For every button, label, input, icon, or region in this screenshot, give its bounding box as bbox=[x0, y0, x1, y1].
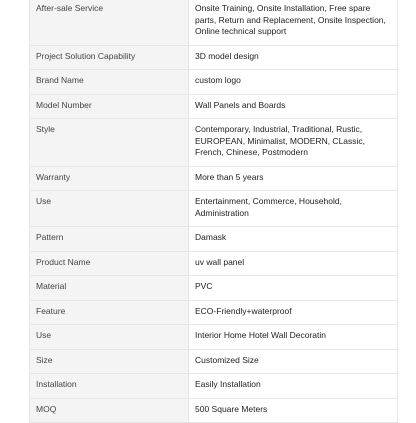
table-row bbox=[30, 191, 398, 227]
attribute-label: Warranty bbox=[30, 166, 189, 191]
table-row bbox=[30, 251, 398, 276]
attribute-label: Size bbox=[30, 349, 189, 374]
attribute-value: PVC bbox=[189, 276, 398, 301]
table-row bbox=[30, 94, 398, 119]
attribute-value: Customized Size bbox=[189, 349, 398, 374]
attribute-label: Product Name bbox=[30, 251, 189, 276]
attribute-label: Feature bbox=[30, 300, 189, 325]
attribute-value: uv wall panel bbox=[189, 251, 398, 276]
table-row bbox=[30, 276, 398, 301]
table-row bbox=[30, 166, 398, 191]
table-row bbox=[30, 374, 398, 399]
attribute-label: Brand Name bbox=[30, 70, 189, 95]
attribute-value: Entertainment, Commerce, Household, Administration bbox=[189, 191, 398, 227]
attribute-value: Onsite Training, Onsite Installation, Free spare parts, Return and Replacement, Onsite Inspection, Online technical support bbox=[189, 0, 398, 45]
attribute-value: More than 5 years bbox=[189, 166, 398, 191]
attribute-label: Project Solution Capability bbox=[30, 45, 189, 70]
attribute-label: Pattern bbox=[30, 227, 189, 252]
table-row bbox=[30, 227, 398, 252]
attribute-label: Installation bbox=[30, 374, 189, 399]
attribute-value: Easily Installation bbox=[189, 374, 398, 399]
table-row bbox=[30, 45, 398, 70]
attribute-value: 3D model design bbox=[189, 45, 398, 70]
product-attributes-table bbox=[29, 0, 398, 423]
attribute-label: Use bbox=[30, 191, 189, 227]
attribute-value: Contemporary, Industrial, Traditional, Rustic, EUROPEAN, Minimalist, MODERN, CLassic, French, Chinese, Postmodern bbox=[189, 119, 398, 167]
table-row bbox=[30, 349, 398, 374]
attribute-label: Material bbox=[30, 276, 189, 301]
attribute-value: Wall Panels and Boards bbox=[189, 94, 398, 119]
attribute-value: Interior Home Hotel Wall Decoratin bbox=[189, 325, 398, 350]
table-row bbox=[30, 0, 398, 45]
attribute-label: Use bbox=[30, 325, 189, 350]
attribute-value: custom logo bbox=[189, 70, 398, 95]
attribute-label: MOQ bbox=[30, 398, 189, 423]
attribute-value: ECO-Friendly+waterproof bbox=[189, 300, 398, 325]
attribute-value: 500 Square Meters bbox=[189, 398, 398, 423]
table-row bbox=[30, 70, 398, 95]
attribute-label: Model Number bbox=[30, 94, 189, 119]
table-row bbox=[30, 119, 398, 167]
table-row bbox=[30, 325, 398, 350]
table-row bbox=[30, 398, 398, 423]
attribute-value: Damask bbox=[189, 227, 398, 252]
attributes-body bbox=[30, 0, 398, 423]
attribute-label: Style bbox=[30, 119, 189, 167]
attribute-label: After-sale Service bbox=[30, 0, 189, 45]
table-row bbox=[30, 300, 398, 325]
